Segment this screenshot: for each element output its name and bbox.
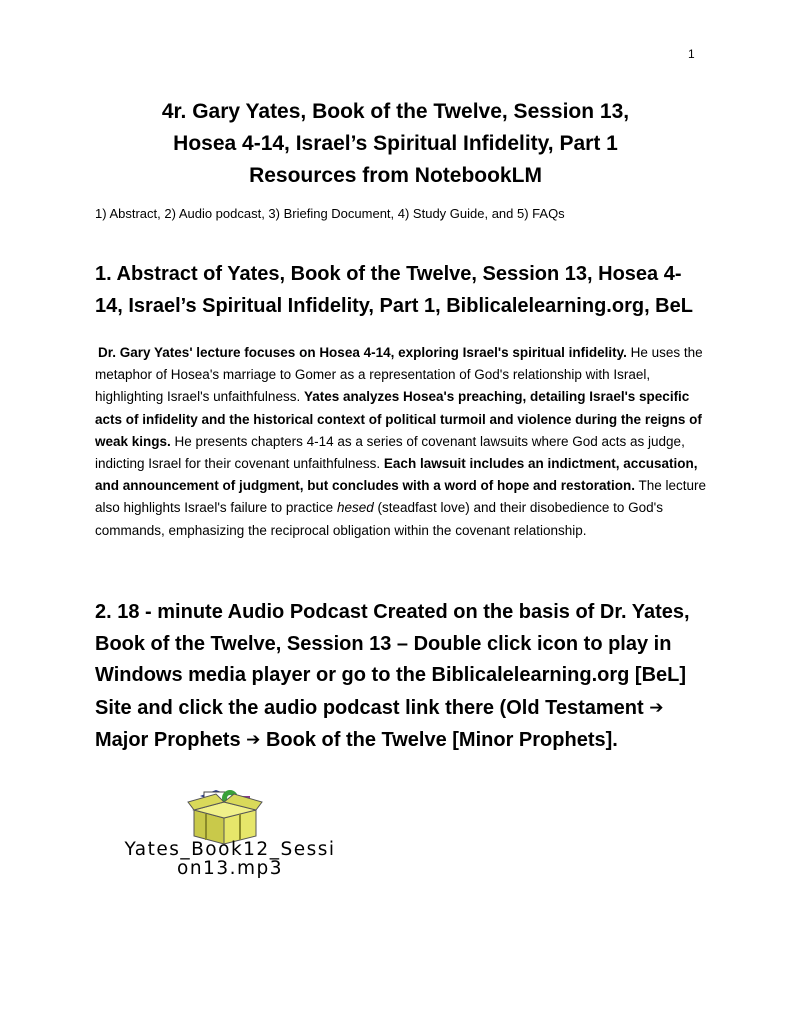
podcast-heading-part-2: Major Prophets [95, 729, 247, 752]
abstract-italic-hesed: hesed [336, 500, 374, 516]
podcast-heading-part-3: Book of the Twelve [Minor Prophets]. [260, 729, 618, 752]
abstract-text-4: He presents chapters 4-14 as a series of covenant lawsuits where God acts as judge, indicting Israel for their covenant unfaithfulness. [95, 433, 685, 472]
title-line-2: Hosea 4-14, Israel’s Spiritual Infidelity, Part 1 [173, 132, 618, 155]
file-name-line-1: Yates_Book12_Sessi [124, 839, 336, 860]
podcast-heading-part-1: 2. 18 - minute Audio Podcast Created on the basis of Dr. Yates, Book of the Twelve, Session 13 – Double click icon to play in Windows media player or go to the Biblicalelearning.org [BeL] Site and click the audio podcast link there (Old Testament [95, 601, 690, 719]
abstract-bold-1: Dr. Gary Yates' lecture focuses on Hosea 4-14, exploring Israel's spiritual infidelity. [98, 345, 627, 360]
abstract-text-8: (steadfast love) and their disobedience to God's commands, emphasizing the reciprocal obligation within the covenant relationship. [95, 500, 663, 538]
arrow-right-icon: ➔ [649, 697, 664, 717]
arrow-right-icon: ➔ [246, 730, 261, 750]
abstract-paragraph [95, 342, 715, 542]
podcast-file-label[interactable] [90, 840, 370, 878]
podcast-heading [95, 597, 715, 757]
abstract-bold-5: Each lawsuit includes an indictment, accusation, and announcement of judgment, but concludes with a word of hope and restoration. [95, 456, 698, 494]
winzip-package-icon[interactable] [186, 788, 264, 846]
title-line-3: Resources from NotebookLM [249, 164, 542, 187]
abstract-text-6: The lecture also highlights Israel's failure to practice [95, 478, 707, 516]
document-title [60, 96, 731, 192]
file-name-line-2: on13.mp3 [177, 858, 283, 879]
title-line-1: 4r. Gary Yates, Book of the Twelve, Session 13, [161, 100, 630, 123]
abstract-text-2: He uses the metaphor of Hosea's marriage to Gomer as a representation of God's relationship with Israel, highlighting Israel's unfaithfulness. [95, 345, 703, 405]
resources-list: 1) Abstract, 2) Audio podcast, 3) Briefing Document, 4) Study Guide, and 5) FAQs [95, 206, 565, 221]
abstract-heading: 1. Abstract of Yates, Book of the Twelve, Session 13, Hosea 4-14, Israel’s Spiritual Infidelity, Part 1, Biblicalelearning.org, BeL [95, 263, 693, 317]
abstract-bold-3: Yates analyzes Hosea's preaching, detailing Israel's specific acts of infidelity and the historical context of political turmoil and violence during the reigns of weak kings. [95, 389, 702, 449]
page-number: 1 [688, 47, 695, 61]
